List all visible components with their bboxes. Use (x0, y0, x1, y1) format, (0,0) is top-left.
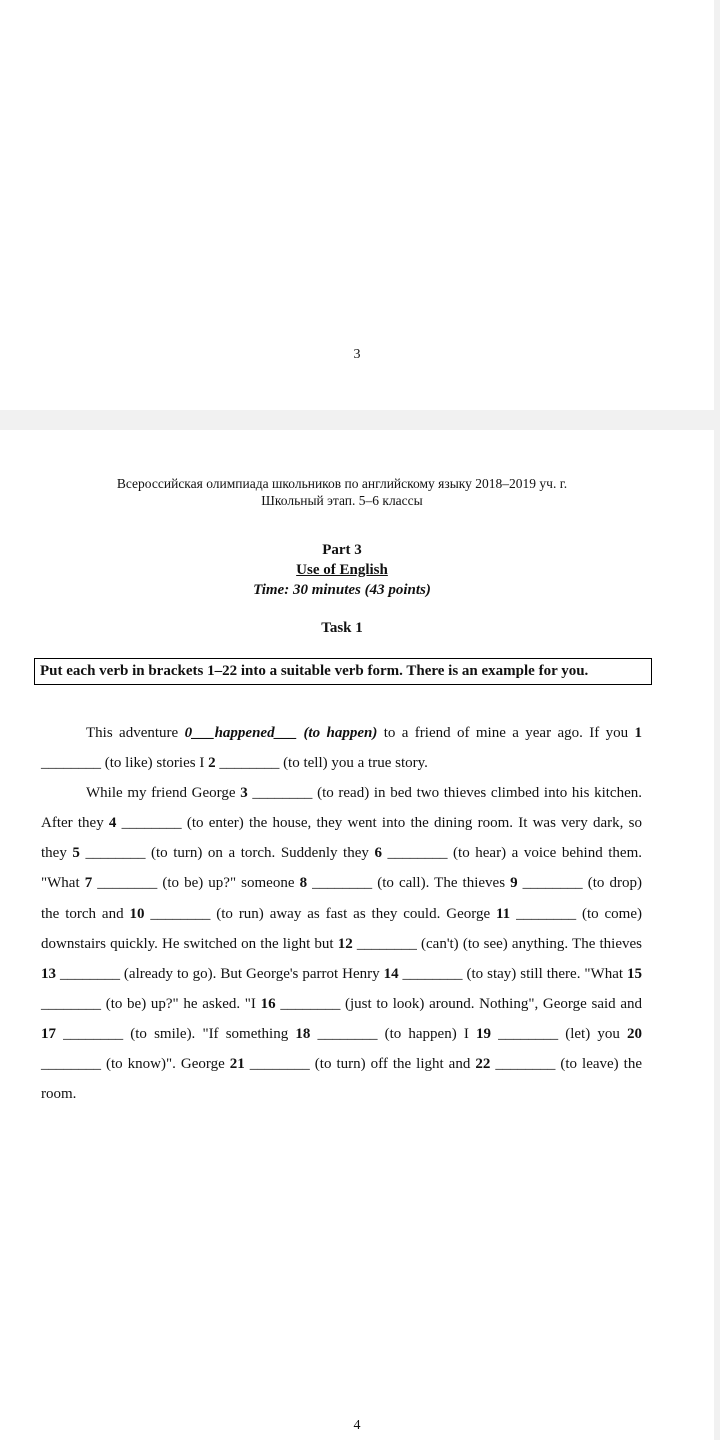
document-header (0, 475, 684, 509)
part-title: Part 3 (322, 542, 362, 558)
task-title: Task 1 (321, 620, 363, 636)
header-line-1: Всероссийская олимпиада школьников по английскому языку 2018–2019 уч. г. (116, 476, 568, 491)
paragraph-1: This adventure 0___happened___ (to happen) to a friend of mine a year ago. If you 1 ________ (to like) stories I 2 ________ (to tell) you a true story. (41, 725, 642, 772)
instruction-box: Put each verb in brackets 1–22 into a suitable verb form. There is an example for you. (34, 658, 652, 685)
header-line-2: Школьный этап. 5–6 классы (261, 493, 423, 508)
page-number: 4 (353, 1418, 361, 1433)
exercise-text (41, 718, 642, 1109)
page-number: 3 (353, 347, 361, 362)
time-limit: Time: 30 minutes (43 points) (253, 582, 431, 598)
part-heading (0, 540, 684, 600)
page-4 (0, 430, 714, 1440)
paragraph-2: While my friend George 3 ________ (to read) in bed two thieves climbed into his kitchen. After they 4 ________ (to enter) the house, they went into the dining room. It was very dark, so they 5 ________ (to turn) on a torch. Suddenly they 6 ________ (to hear) a voice behind them. "What 7 ________ (to be) up?" someone 8 ________ (to call). The thieves 9 ________ (to drop) the torch and 10 ________ (to run) away as fast as they could. George 11 ________ (to come) downstairs quickly. He switched on the light but 12 ________ (can't) (to see) anything. The thieves 13 ________ (already to go). But George's parrot Henry 14 ________ (to stay) still there. "What 15 ________ (to be) up?" he asked. "I 16 ________ (just to look) around. Nothing", George said and 17 ________ (to smile). "If something 18 ________ (to happen) I 19 ________ (let) you 20 ________ (to know)". George 21 ________ (to turn) off the light and 22 ________ (to leave) the room. (41, 785, 643, 1103)
section-title: Use of English (296, 562, 388, 578)
page-3 (0, 0, 714, 410)
